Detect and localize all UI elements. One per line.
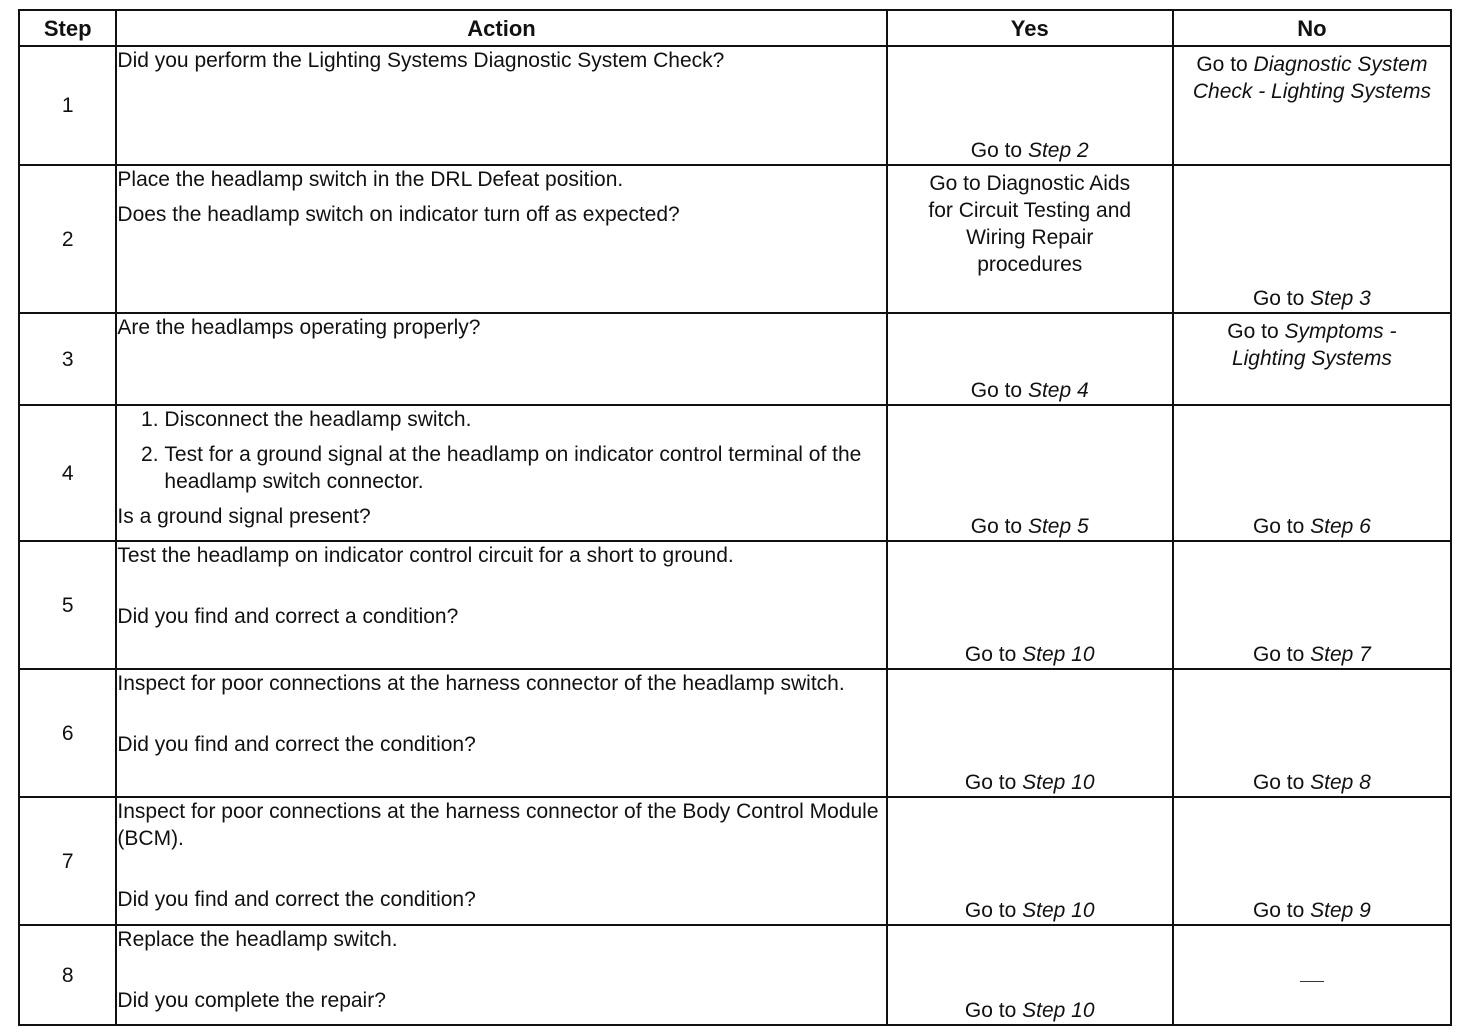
action-question: Did you complete the repair?	[117, 989, 386, 1012]
dash-placeholder	[1300, 981, 1324, 982]
action-list	[117, 406, 885, 495]
no-link[interactable]: Diagnostic System Check - Lighting Systems	[1192, 53, 1431, 103]
step-number: 4	[19, 405, 116, 541]
yes-cell	[887, 46, 1173, 165]
list-item: 1. Disconnect the headlamp switch.	[164, 406, 885, 433]
action-text: Did you perform the Lighting Systems Diagnostic System Check?	[117, 49, 725, 72]
no-link[interactable]: Step 6	[1310, 515, 1371, 538]
no-prefix: Go to	[1196, 53, 1254, 76]
table-row	[19, 797, 1451, 925]
yes-prefix: Go to	[970, 379, 1028, 402]
step-number: 3	[19, 313, 116, 405]
yes-prefix: Go to	[964, 899, 1023, 922]
yes-cell	[887, 405, 1173, 541]
action-cell	[116, 669, 886, 797]
header-row	[19, 10, 1451, 46]
yes-link[interactable]: Step 10	[1022, 771, 1095, 794]
yes-link[interactable]: Step 4	[1027, 379, 1089, 402]
diagnostic-table	[18, 9, 1452, 1026]
action-question: Did you find and correct the condition?	[117, 888, 476, 911]
header-step: Step	[19, 10, 116, 46]
yes-cell	[887, 165, 1173, 313]
no-prefix: Go to	[1252, 771, 1311, 794]
action-text: Test the headlamp on indicator control circuit for a short to ground.	[117, 544, 734, 567]
action-cell	[116, 797, 886, 925]
action-cell	[116, 46, 886, 165]
no-link[interactable]: Step 3	[1310, 287, 1371, 310]
table-row	[19, 541, 1451, 669]
no-prefix: Go to	[1252, 643, 1311, 666]
table-row	[19, 165, 1451, 313]
action-text: Are the headlamps operating properly?	[117, 316, 481, 339]
action-question: Is a ground signal present?	[117, 505, 371, 528]
no-link[interactable]: Symptoms - Lighting Systems	[1231, 320, 1397, 370]
step-number: 2	[19, 165, 116, 313]
step-number: 6	[19, 669, 116, 797]
no-link[interactable]: Step 7	[1310, 643, 1371, 666]
yes-prefix: Go to	[970, 139, 1028, 162]
no-prefix: Go to	[1252, 287, 1311, 310]
header-action: Action	[116, 10, 886, 46]
action-cell	[116, 925, 886, 1025]
yes-cell	[887, 797, 1173, 925]
table-row	[19, 405, 1451, 541]
action-cell	[116, 405, 886, 541]
action-question: Did you find and correct a condition?	[117, 605, 459, 628]
header-no: No	[1173, 10, 1451, 46]
yes-link[interactable]: Step 10	[1022, 899, 1095, 922]
no-cell	[1173, 925, 1451, 1025]
yes-cell	[887, 313, 1173, 405]
step-number: 8	[19, 925, 116, 1025]
no-cell	[1173, 46, 1451, 165]
step-number: 1	[19, 46, 116, 165]
table-row	[19, 669, 1451, 797]
no-cell	[1173, 405, 1451, 541]
action-question: Does the headlamp switch on indicator turn off as expected?	[117, 203, 680, 226]
yes-link[interactable]: Step 10	[1022, 643, 1095, 666]
no-cell	[1173, 669, 1451, 797]
action-cell	[116, 541, 886, 669]
action-cell	[116, 313, 886, 405]
yes-prefix: Go to	[970, 515, 1028, 538]
yes-prefix: Go to	[964, 643, 1023, 666]
no-cell	[1173, 797, 1451, 925]
no-cell	[1173, 165, 1451, 313]
yes-link[interactable]: Step 2	[1027, 139, 1089, 162]
no-link[interactable]: Step 8	[1310, 771, 1371, 794]
action-text: Place the headlamp switch in the DRL Defeat position.	[117, 168, 624, 191]
action-question: Did you find and correct the condition?	[117, 733, 476, 756]
no-cell	[1173, 541, 1451, 669]
action-text: Inspect for poor connections at the harness connector of the headlamp switch.	[117, 672, 845, 695]
table-row	[19, 46, 1451, 165]
yes-link[interactable]: Step 10	[1022, 999, 1095, 1022]
list-item: 2. Test for a ground signal at the headlamp on indicator control terminal of the headlamp switch connector.	[164, 441, 885, 495]
yes-cell	[887, 925, 1173, 1025]
yes-prefix: Go to	[964, 999, 1023, 1022]
yes-prefix: Go to	[964, 771, 1023, 794]
table-row	[19, 313, 1451, 405]
no-prefix: Go to	[1252, 515, 1311, 538]
no-link[interactable]: Step 9	[1310, 899, 1371, 922]
yes-cell	[887, 541, 1173, 669]
table-row	[19, 925, 1451, 1025]
yes-link[interactable]: Go to Diagnostic Aids for Circuit Testing and Wiring Repair procedures	[928, 172, 1132, 276]
action-text: Inspect for poor connections at the harness connector of the Body Control Module (BCM).	[117, 800, 879, 850]
step-number: 7	[19, 797, 116, 925]
no-cell	[1173, 313, 1451, 405]
yes-link[interactable]: Step 5	[1027, 515, 1089, 538]
no-prefix: Go to	[1252, 899, 1311, 922]
action-cell	[116, 165, 886, 313]
header-yes: Yes	[887, 10, 1173, 46]
yes-cell	[887, 669, 1173, 797]
no-prefix: Go to	[1227, 320, 1285, 343]
step-number: 5	[19, 541, 116, 669]
action-text: Replace the headlamp switch.	[117, 928, 398, 951]
